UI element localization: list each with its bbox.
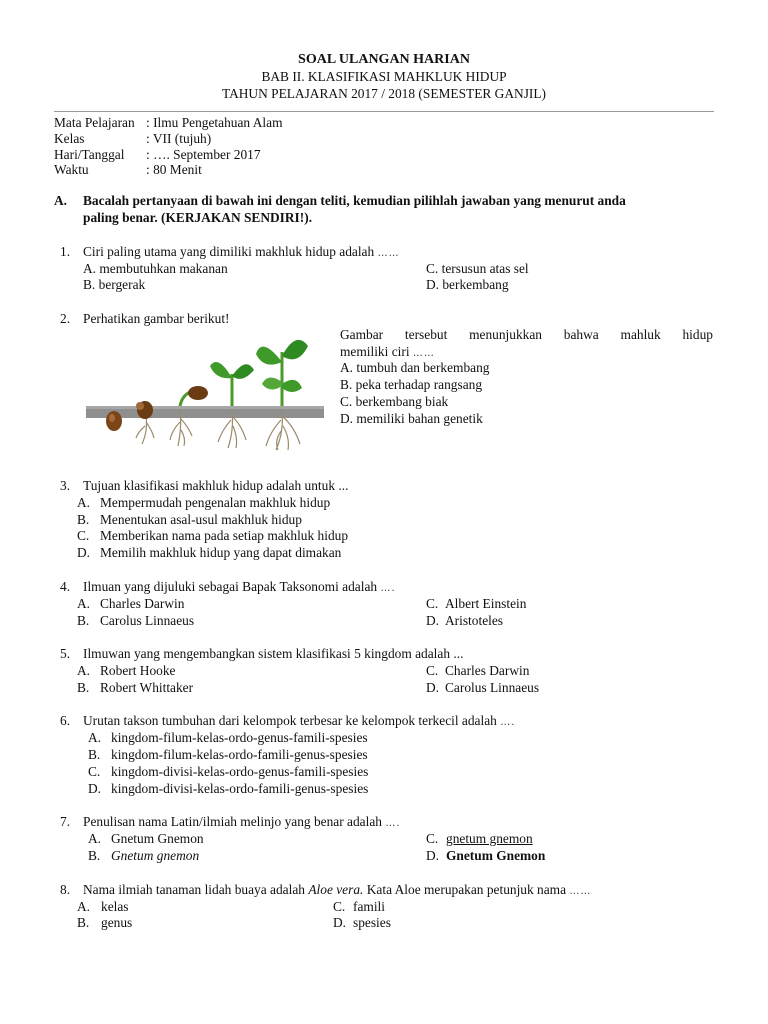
meta-label-date: Hari/Tanggal bbox=[54, 147, 125, 162]
option-letter: A. bbox=[77, 495, 91, 510]
option-a: A. membutuhkan makanan bbox=[83, 261, 228, 276]
question-text: Ciri paling utama yang dimiliki makhluk hidup adalah …… bbox=[83, 244, 400, 259]
page-title: SOAL ULANGAN HARIAN bbox=[298, 52, 470, 67]
question-text: Ilmuwan yang mengembangkan sistem klasifikasi 5 kingdom adalah ... bbox=[83, 646, 464, 661]
section-instruction-line2: paling benar. (KERJAKAN SENDIRI!). bbox=[83, 210, 313, 225]
option-b: kingdom-filum-kelas-ordo-famili-genus-spesies bbox=[111, 747, 368, 762]
question-number: 8. bbox=[60, 882, 71, 897]
option-d: Gnetum Gnemon bbox=[446, 848, 546, 863]
question-side-text: Gambar tersebut menunjukkan bahwa mahluk hidup bbox=[340, 327, 713, 342]
option-a: Charles Darwin bbox=[100, 596, 185, 611]
option-a: kelas bbox=[101, 899, 129, 914]
question-text: Urutan takson tumbuhan dari kelompok terbesar ke kelompok terkecil adalah …. bbox=[83, 713, 516, 728]
option-c: kingdom-divisi-kelas-ordo-genus-famili-spesies bbox=[111, 764, 369, 779]
option-a: Gnetum Gnemon bbox=[111, 831, 204, 846]
option-letter: A. bbox=[77, 663, 91, 678]
plant-growth-figure bbox=[82, 326, 329, 451]
option-letter: B. bbox=[88, 747, 101, 762]
option-d: Carolus Linnaeus bbox=[445, 680, 540, 695]
option-letter: D. bbox=[88, 781, 102, 796]
section-instruction-line1: Bacalah pertanyaan di bawah ini dengan teliti, kemudian pilihlah jawaban yang menurut anda bbox=[83, 193, 626, 208]
question-number: 2. bbox=[60, 311, 71, 326]
option-c: Albert Einstein bbox=[445, 596, 527, 611]
option-letter: D. bbox=[333, 915, 347, 930]
option-a: kingdom-filum-kelas-ordo-genus-famili-spesies bbox=[111, 730, 368, 745]
option-b: Menentukan asal-usul makhluk hidup bbox=[100, 512, 302, 527]
option-d: D. memiliki bahan genetik bbox=[340, 411, 483, 426]
question-text: Tujuan klasifikasi makhluk hidup adalah untuk ... bbox=[83, 478, 349, 493]
option-c: Memberikan nama pada setiap makhluk hidup bbox=[100, 528, 349, 543]
option-letter: B. bbox=[77, 680, 90, 695]
question-number: 5. bbox=[60, 646, 71, 661]
option-letter: A. bbox=[88, 831, 102, 846]
section-letter: A. bbox=[54, 193, 68, 208]
option-d: D. berkembang bbox=[426, 277, 509, 292]
option-letter: C. bbox=[333, 899, 346, 914]
option-d: spesies bbox=[353, 915, 391, 930]
option-c: gnetum gnemon bbox=[446, 831, 533, 846]
option-letter: B. bbox=[77, 613, 90, 628]
meta-value-time: : 80 Menit bbox=[146, 162, 202, 177]
option-c: C. tersusun atas sel bbox=[426, 261, 529, 276]
question-text: Perhatikan gambar berikut! bbox=[83, 311, 230, 326]
question-number: 4. bbox=[60, 579, 71, 594]
option-b: B. peka terhadap rangsang bbox=[340, 377, 483, 392]
option-letter: B. bbox=[77, 512, 90, 527]
academic-year: TAHUN PELAJARAN 2017 / 2018 (SEMESTER GANJIL) bbox=[221, 86, 547, 101]
option-letter: C. bbox=[426, 663, 439, 678]
option-letter: C. bbox=[426, 831, 439, 846]
meta-value-subject: : Ilmu Pengetahuan Alam bbox=[146, 115, 283, 130]
option-letter: D. bbox=[426, 613, 440, 628]
option-a: A. tumbuh dan berkembang bbox=[340, 360, 490, 375]
question-number: 6. bbox=[60, 713, 71, 728]
option-letter: A. bbox=[77, 899, 91, 914]
option-letter: A. bbox=[77, 596, 91, 611]
option-letter: D. bbox=[426, 680, 440, 695]
meta-label-subject: Mata Pelajaran bbox=[54, 115, 135, 130]
meta-label-time: Waktu bbox=[54, 162, 89, 177]
option-letter: C. bbox=[88, 764, 101, 779]
option-letter: A. bbox=[88, 730, 102, 745]
meta-value-class: : VII (tujuh) bbox=[146, 131, 212, 146]
option-d: Aristoteles bbox=[445, 613, 504, 628]
option-b: Carolus Linnaeus bbox=[100, 613, 195, 628]
option-a: Mempermudah pengenalan makhluk hidup bbox=[100, 495, 331, 510]
question-text: Ilmuan yang dijuluki sebagai Bapak Taksonomi adalah …. bbox=[83, 579, 396, 594]
meta-value-date: : …. September 2017 bbox=[146, 147, 261, 162]
question-text: Penulisan nama Latin/ilmiah melinjo yang benar adalah …. bbox=[83, 814, 401, 829]
question-side-text-cont: memiliki ciri …… bbox=[340, 344, 435, 359]
option-letter: B. bbox=[88, 848, 101, 863]
option-b: genus bbox=[101, 915, 133, 930]
question-number: 7. bbox=[60, 814, 71, 829]
option-a: Robert Hooke bbox=[100, 663, 176, 678]
question-text: Nama ilmiah tanaman lidah buaya adalah Aloe vera. Kata Aloe merupakan petunjuk nama …… bbox=[83, 882, 592, 897]
option-d: kingdom-divisi-kelas-ordo-famili-genus-spesies bbox=[111, 781, 369, 796]
meta-label-class: Kelas bbox=[54, 131, 85, 146]
option-d: Memilih makhluk hidup yang dapat dimakan bbox=[100, 545, 342, 560]
option-letter: C. bbox=[426, 596, 439, 611]
header-divider bbox=[54, 111, 714, 112]
option-b: Robert Whittaker bbox=[100, 680, 194, 695]
option-c: Charles Darwin bbox=[445, 663, 530, 678]
chapter-title: BAB II. KLASIFIKASI MAHKLUK HIDUP bbox=[261, 69, 507, 84]
option-c: famili bbox=[353, 899, 385, 914]
question-number: 3. bbox=[60, 478, 71, 493]
question-number: 1. bbox=[60, 244, 71, 259]
option-b: B. bergerak bbox=[83, 277, 146, 292]
option-letter: D. bbox=[426, 848, 440, 863]
option-c: C. berkembang biak bbox=[340, 394, 449, 409]
option-letter: D. bbox=[77, 545, 91, 560]
option-letter: B. bbox=[77, 915, 90, 930]
option-letter: C. bbox=[77, 528, 90, 543]
option-b: Gnetum gnemon bbox=[111, 848, 200, 863]
